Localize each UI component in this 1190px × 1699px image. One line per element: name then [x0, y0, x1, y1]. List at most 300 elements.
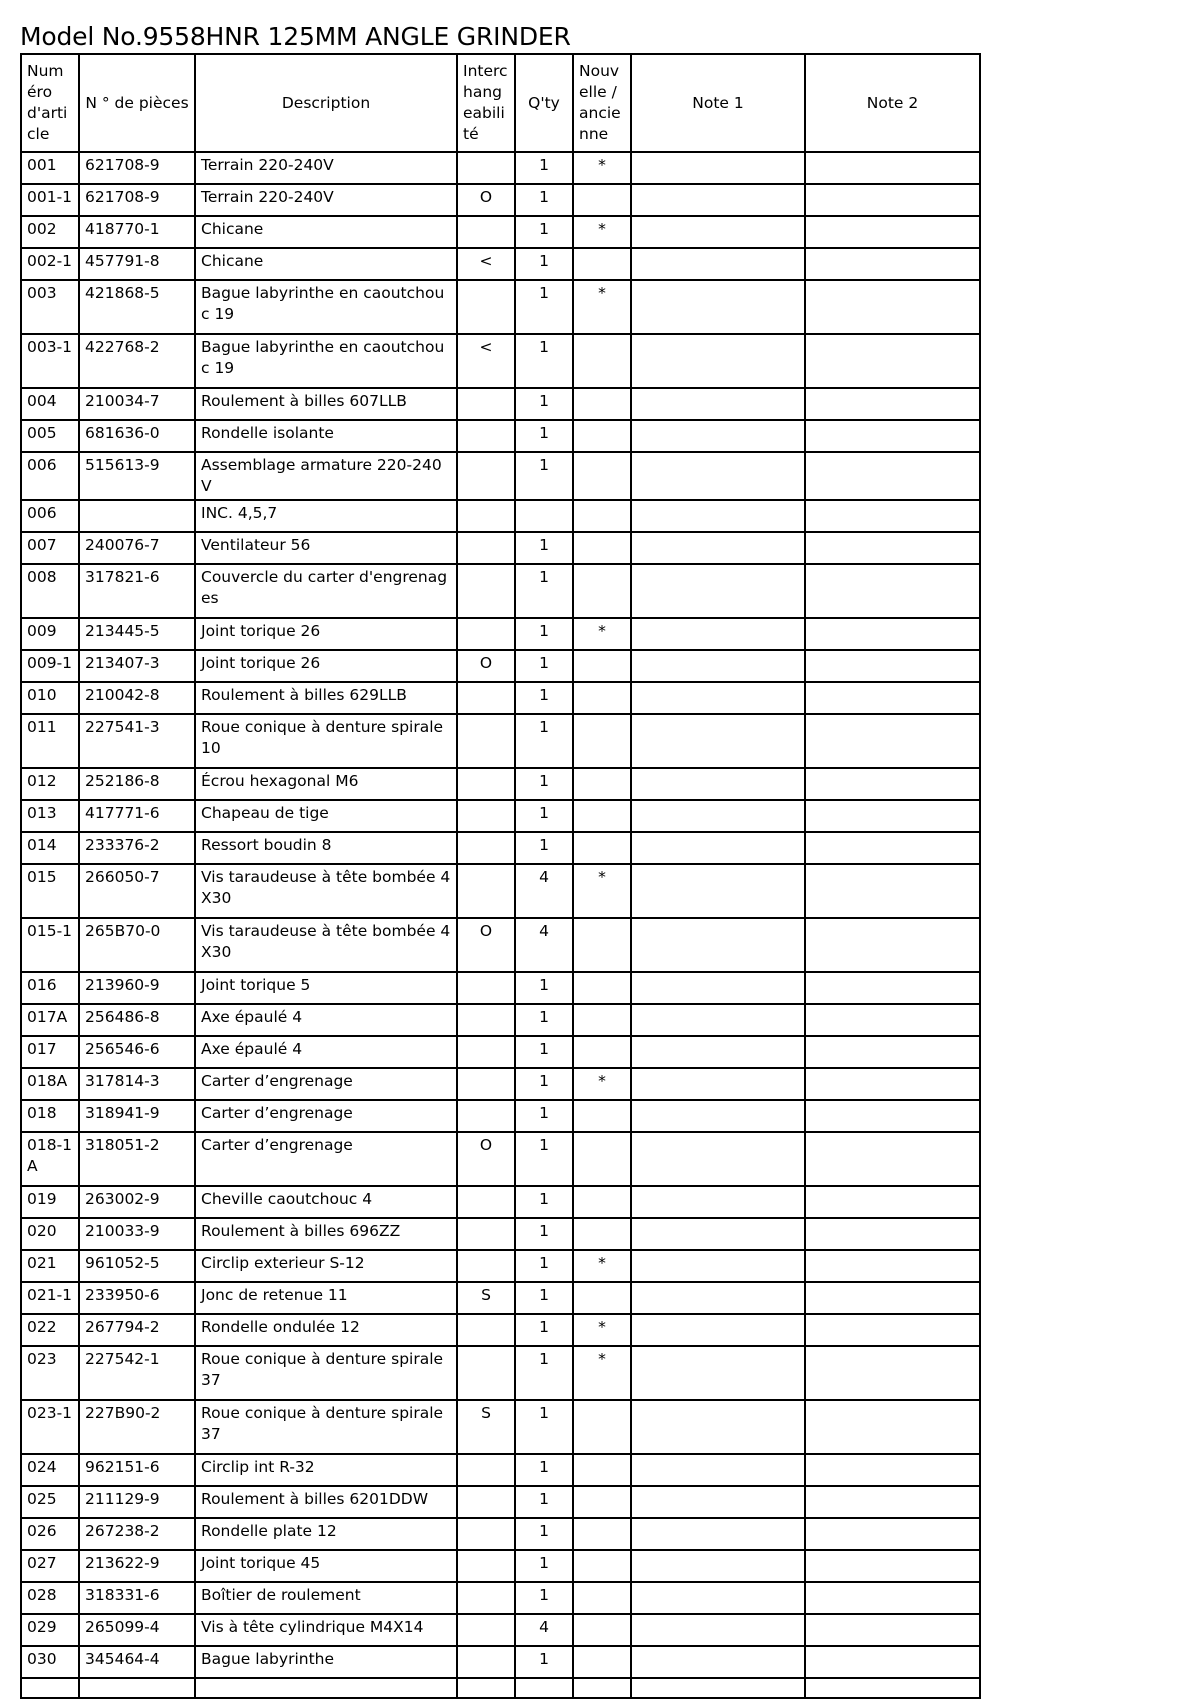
interchangeability-cell	[457, 564, 515, 618]
item-number-cell: 006	[21, 500, 79, 532]
interchangeability-cell	[457, 832, 515, 864]
table-row	[21, 152, 980, 184]
item-number-cell: 029	[21, 1614, 79, 1646]
description-cell: Roulement à billes 607LLB	[195, 388, 457, 420]
item-number-cell: 002-1	[21, 248, 79, 280]
new-old-cell	[573, 334, 631, 388]
item-number-cell: 019	[21, 1186, 79, 1218]
new-old-cell: *	[573, 1068, 631, 1100]
note-1-cell	[631, 1518, 805, 1550]
quantity-cell: 1	[515, 280, 573, 334]
empty-cell	[79, 1678, 195, 1698]
item-number-cell: 022	[21, 1314, 79, 1346]
note-1-cell	[631, 1100, 805, 1132]
new-old-cell	[573, 184, 631, 216]
new-old-cell	[573, 532, 631, 564]
part-number-cell: 256486-8	[79, 1004, 195, 1036]
interchangeability-cell: S	[457, 1282, 515, 1314]
note-1-cell	[631, 452, 805, 500]
new-old-cell	[573, 1400, 631, 1454]
note-1-cell	[631, 1346, 805, 1400]
table-row	[21, 1518, 980, 1550]
description-cell: Roue conique à denture spirale 10	[195, 714, 457, 768]
empty-cell	[805, 1678, 980, 1698]
quantity-cell: 1	[515, 1036, 573, 1068]
note-1-cell	[631, 280, 805, 334]
interchangeability-cell	[457, 1646, 515, 1678]
column-header-interchangeability: Interchangeabilité	[457, 54, 515, 152]
column-header-item-number: Numéro d'article	[21, 54, 79, 152]
part-number-cell: 263002-9	[79, 1186, 195, 1218]
empty-cell	[573, 1678, 631, 1698]
note-1-cell	[631, 184, 805, 216]
interchangeability-cell	[457, 280, 515, 334]
note-2-cell	[805, 216, 980, 248]
note-1-cell	[631, 1646, 805, 1678]
note-1-cell	[631, 334, 805, 388]
note-1-cell	[631, 152, 805, 184]
interchangeability-cell	[457, 768, 515, 800]
part-number-cell: 252186-8	[79, 768, 195, 800]
interchangeability-cell: O	[457, 184, 515, 216]
quantity-cell: 1	[515, 1314, 573, 1346]
quantity-cell: 1	[515, 682, 573, 714]
note-1-cell	[631, 1454, 805, 1486]
note-1-cell	[631, 1400, 805, 1454]
table-row	[21, 714, 980, 768]
note-1-cell	[631, 1486, 805, 1518]
description-cell: Joint torique 26	[195, 650, 457, 682]
description-cell: Chapeau de tige	[195, 800, 457, 832]
quantity-cell: 1	[515, 972, 573, 1004]
part-number-cell: 267238-2	[79, 1518, 195, 1550]
quantity-cell: 1	[515, 532, 573, 564]
note-2-cell	[805, 564, 980, 618]
interchangeability-cell	[457, 1186, 515, 1218]
table-row	[21, 1100, 980, 1132]
part-number-cell: 317814-3	[79, 1068, 195, 1100]
interchangeability-cell	[457, 618, 515, 650]
note-2-cell	[805, 1132, 980, 1186]
table-row	[21, 452, 980, 500]
note-1-cell	[631, 532, 805, 564]
new-old-cell	[573, 1550, 631, 1582]
new-old-cell	[573, 1518, 631, 1550]
description-cell: Terrain 220-240V	[195, 184, 457, 216]
description-cell: Carter d’engrenage	[195, 1100, 457, 1132]
column-header-note-2: Note 2	[805, 54, 980, 152]
part-number-cell: 265099-4	[79, 1614, 195, 1646]
part-number-cell: 210034-7	[79, 388, 195, 420]
quantity-cell: 1	[515, 800, 573, 832]
interchangeability-cell	[457, 152, 515, 184]
new-old-cell	[573, 1614, 631, 1646]
part-number-cell: 210033-9	[79, 1218, 195, 1250]
description-cell: Bague labyrinthe	[195, 1646, 457, 1678]
quantity-cell: 1	[515, 420, 573, 452]
part-number-cell: 227542-1	[79, 1346, 195, 1400]
note-2-cell	[805, 972, 980, 1004]
column-header-new-old: Nouvelle / ancienne	[573, 54, 631, 152]
table-row	[21, 420, 980, 452]
table-row	[21, 1614, 980, 1646]
note-2-cell	[805, 832, 980, 864]
description-cell: Ventilateur 56	[195, 532, 457, 564]
table-row	[21, 832, 980, 864]
item-number-cell: 025	[21, 1486, 79, 1518]
item-number-cell: 017A	[21, 1004, 79, 1036]
quantity-cell: 1	[515, 1004, 573, 1036]
table-row	[21, 864, 980, 918]
quantity-cell: 4	[515, 918, 573, 972]
description-cell: Joint torique 45	[195, 1550, 457, 1582]
new-old-cell	[573, 682, 631, 714]
new-old-cell	[573, 564, 631, 618]
interchangeability-cell	[457, 972, 515, 1004]
description-cell: Roulement à billes 629LLB	[195, 682, 457, 714]
table-row	[21, 768, 980, 800]
new-old-cell	[573, 1132, 631, 1186]
new-old-cell	[573, 1454, 631, 1486]
item-number-cell: 009-1	[21, 650, 79, 682]
new-old-cell	[573, 500, 631, 532]
empty-cell	[195, 1678, 457, 1698]
note-1-cell	[631, 1314, 805, 1346]
note-1-cell	[631, 420, 805, 452]
table-row	[21, 1646, 980, 1678]
quantity-cell: 1	[515, 1582, 573, 1614]
quantity-cell: 1	[515, 618, 573, 650]
part-number-cell: 240076-7	[79, 532, 195, 564]
column-header-part-number: N ° de pièces	[79, 54, 195, 152]
item-number-cell: 011	[21, 714, 79, 768]
quantity-cell: 4	[515, 1614, 573, 1646]
new-old-cell: *	[573, 280, 631, 334]
new-old-cell	[573, 1186, 631, 1218]
description-cell: Roue conique à denture spirale 37	[195, 1346, 457, 1400]
new-old-cell	[573, 420, 631, 452]
note-2-cell	[805, 1550, 980, 1582]
quantity-cell: 1	[515, 1250, 573, 1282]
description-cell: Carter d’engrenage	[195, 1068, 457, 1100]
interchangeability-cell	[457, 800, 515, 832]
note-2-cell	[805, 1100, 980, 1132]
note-2-cell	[805, 152, 980, 184]
item-number-cell: 026	[21, 1518, 79, 1550]
item-number-cell: 024	[21, 1454, 79, 1486]
part-number-cell: 621708-9	[79, 152, 195, 184]
note-2-cell	[805, 184, 980, 216]
interchangeability-cell: <	[457, 334, 515, 388]
item-number-cell: 006	[21, 452, 79, 500]
page-title: Model No.9558HNR 125MM ANGLE GRINDER	[20, 22, 571, 51]
interchangeability-cell	[457, 864, 515, 918]
interchangeability-cell	[457, 1582, 515, 1614]
note-2-cell	[805, 714, 980, 768]
empty-cell	[515, 1678, 573, 1698]
quantity-cell: 1	[515, 714, 573, 768]
interchangeability-cell: <	[457, 248, 515, 280]
part-number-cell: 318331-6	[79, 1582, 195, 1614]
new-old-cell: *	[573, 1346, 631, 1400]
interchangeability-cell	[457, 1614, 515, 1646]
note-2-cell	[805, 1314, 980, 1346]
item-number-cell: 010	[21, 682, 79, 714]
interchangeability-cell	[457, 452, 515, 500]
item-number-cell: 015	[21, 864, 79, 918]
new-old-cell	[573, 1218, 631, 1250]
table-row	[21, 800, 980, 832]
table-row-continuation	[21, 1678, 980, 1698]
note-1-cell	[631, 1550, 805, 1582]
quantity-cell: 1	[515, 334, 573, 388]
part-number-cell: 621708-9	[79, 184, 195, 216]
description-cell: Bague labyrinthe en caoutchouc 19	[195, 334, 457, 388]
description-cell: Rondelle plate 12	[195, 1518, 457, 1550]
description-cell: Rondelle ondulée 12	[195, 1314, 457, 1346]
part-number-cell: 213622-9	[79, 1550, 195, 1582]
note-1-cell	[631, 1282, 805, 1314]
note-2-cell	[805, 1400, 980, 1454]
interchangeability-cell	[457, 420, 515, 452]
quantity-cell: 1	[515, 1550, 573, 1582]
item-number-cell: 021-1	[21, 1282, 79, 1314]
new-old-cell	[573, 1646, 631, 1678]
note-2-cell	[805, 1068, 980, 1100]
new-old-cell	[573, 800, 631, 832]
note-1-cell	[631, 216, 805, 248]
table-row	[21, 216, 980, 248]
quantity-cell: 1	[515, 1132, 573, 1186]
note-2-cell	[805, 1186, 980, 1218]
part-number-cell: 317821-6	[79, 564, 195, 618]
quantity-cell: 1	[515, 152, 573, 184]
note-1-cell	[631, 500, 805, 532]
description-cell: Axe épaulé 4	[195, 1004, 457, 1036]
column-header-note-1: Note 1	[631, 54, 805, 152]
part-number-cell: 213445-5	[79, 618, 195, 650]
new-old-cell	[573, 1100, 631, 1132]
interchangeability-cell	[457, 1346, 515, 1400]
part-number-cell: 266050-7	[79, 864, 195, 918]
new-old-cell	[573, 1004, 631, 1036]
part-number-cell: 227B90-2	[79, 1400, 195, 1454]
interchangeability-cell	[457, 500, 515, 532]
interchangeability-cell	[457, 1454, 515, 1486]
table-row	[21, 388, 980, 420]
item-number-cell: 018	[21, 1100, 79, 1132]
note-2-cell	[805, 768, 980, 800]
note-2-cell	[805, 532, 980, 564]
quantity-cell: 1	[515, 1454, 573, 1486]
description-cell: Vis taraudeuse à tête bombée 4X30	[195, 864, 457, 918]
note-2-cell	[805, 420, 980, 452]
column-header-quantity: Q'ty	[515, 54, 573, 152]
description-cell: Circlip int R-32	[195, 1454, 457, 1486]
table-row	[21, 618, 980, 650]
quantity-cell: 1	[515, 1068, 573, 1100]
item-number-cell: 023-1	[21, 1400, 79, 1454]
note-1-cell	[631, 1186, 805, 1218]
description-cell: Chicane	[195, 248, 457, 280]
description-cell: Vis à tête cylindrique M4X14	[195, 1614, 457, 1646]
new-old-cell: *	[573, 1250, 631, 1282]
description-cell: Chicane	[195, 216, 457, 248]
table-row	[21, 1186, 980, 1218]
table-row	[21, 1004, 980, 1036]
new-old-cell: *	[573, 1314, 631, 1346]
description-cell: Vis taraudeuse à tête bombée 4X30	[195, 918, 457, 972]
description-cell: INC. 4,5,7	[195, 500, 457, 532]
table-row	[21, 1036, 980, 1068]
table-row	[21, 1454, 980, 1486]
note-2-cell	[805, 280, 980, 334]
table-row	[21, 280, 980, 334]
quantity-cell: 1	[515, 1400, 573, 1454]
item-number-cell: 020	[21, 1218, 79, 1250]
interchangeability-cell	[457, 1004, 515, 1036]
part-number-cell: 227541-3	[79, 714, 195, 768]
table-row	[21, 564, 980, 618]
table-row	[21, 1400, 980, 1454]
new-old-cell	[573, 768, 631, 800]
table-row	[21, 1250, 980, 1282]
empty-cell	[21, 1678, 79, 1698]
note-1-cell	[631, 1614, 805, 1646]
note-1-cell	[631, 832, 805, 864]
note-1-cell	[631, 1036, 805, 1068]
interchangeability-cell: O	[457, 1132, 515, 1186]
new-old-cell	[573, 918, 631, 972]
new-old-cell	[573, 832, 631, 864]
item-number-cell: 005	[21, 420, 79, 452]
new-old-cell	[573, 452, 631, 500]
quantity-cell: 1	[515, 1218, 573, 1250]
note-2-cell	[805, 1614, 980, 1646]
note-2-cell	[805, 1582, 980, 1614]
part-number-cell: 417771-6	[79, 800, 195, 832]
description-cell: Roulement à billes 696ZZ	[195, 1218, 457, 1250]
description-cell: Jonc de retenue 11	[195, 1282, 457, 1314]
note-1-cell	[631, 714, 805, 768]
interchangeability-cell	[457, 532, 515, 564]
description-cell: Roulement à billes 6201DDW	[195, 1486, 457, 1518]
new-old-cell	[573, 650, 631, 682]
quantity-cell: 1	[515, 564, 573, 618]
item-number-cell: 016	[21, 972, 79, 1004]
quantity-cell: 1	[515, 216, 573, 248]
description-cell: Couvercle du carter d'engrenages	[195, 564, 457, 618]
item-number-cell: 003-1	[21, 334, 79, 388]
note-1-cell	[631, 1132, 805, 1186]
interchangeability-cell	[457, 1550, 515, 1582]
note-1-cell	[631, 564, 805, 618]
interchangeability-cell: O	[457, 650, 515, 682]
part-number-cell: 213407-3	[79, 650, 195, 682]
description-cell: Bague labyrinthe en caoutchouc 19	[195, 280, 457, 334]
note-1-cell	[631, 768, 805, 800]
table-row	[21, 184, 980, 216]
part-number-cell: 233950-6	[79, 1282, 195, 1314]
interchangeability-cell	[457, 388, 515, 420]
part-number-cell: 233376-2	[79, 832, 195, 864]
new-old-cell: *	[573, 618, 631, 650]
note-2-cell	[805, 650, 980, 682]
item-number-cell: 009	[21, 618, 79, 650]
part-number-cell: 422768-2	[79, 334, 195, 388]
note-2-cell	[805, 864, 980, 918]
table-row	[21, 248, 980, 280]
new-old-cell	[573, 972, 631, 1004]
interchangeability-cell: O	[457, 918, 515, 972]
table-row	[21, 918, 980, 972]
parts-table-body	[21, 152, 980, 1698]
new-old-cell	[573, 1282, 631, 1314]
note-1-cell	[631, 248, 805, 280]
table-row	[21, 1068, 980, 1100]
note-1-cell	[631, 618, 805, 650]
note-2-cell	[805, 1282, 980, 1314]
table-row	[21, 1486, 980, 1518]
quantity-cell: 1	[515, 184, 573, 216]
new-old-cell	[573, 714, 631, 768]
new-old-cell	[573, 248, 631, 280]
table-row	[21, 650, 980, 682]
table-row	[21, 682, 980, 714]
item-number-cell: 012	[21, 768, 79, 800]
description-cell: Joint torique 5	[195, 972, 457, 1004]
interchangeability-cell	[457, 1250, 515, 1282]
note-2-cell	[805, 452, 980, 500]
note-1-cell	[631, 1218, 805, 1250]
item-number-cell: 007	[21, 532, 79, 564]
table-row	[21, 1132, 980, 1186]
interchangeability-cell	[457, 1068, 515, 1100]
quantity-cell: 1	[515, 248, 573, 280]
note-2-cell	[805, 1004, 980, 1036]
item-number-cell: 028	[21, 1582, 79, 1614]
part-number-cell: 962151-6	[79, 1454, 195, 1486]
note-2-cell	[805, 1218, 980, 1250]
item-number-cell: 021	[21, 1250, 79, 1282]
note-1-cell	[631, 682, 805, 714]
note-2-cell	[805, 1346, 980, 1400]
part-number-cell: 421868-5	[79, 280, 195, 334]
table-header-row	[21, 54, 980, 152]
interchangeability-cell	[457, 1314, 515, 1346]
note-2-cell	[805, 500, 980, 532]
part-number-cell: 318941-9	[79, 1100, 195, 1132]
empty-cell	[631, 1678, 805, 1698]
part-number-cell: 265B70-0	[79, 918, 195, 972]
quantity-cell	[515, 500, 573, 532]
item-number-cell: 014	[21, 832, 79, 864]
note-2-cell	[805, 1646, 980, 1678]
new-old-cell	[573, 1582, 631, 1614]
table-row	[21, 500, 980, 532]
part-number-cell: 457791-8	[79, 248, 195, 280]
note-2-cell	[805, 334, 980, 388]
note-1-cell	[631, 800, 805, 832]
quantity-cell: 1	[515, 1100, 573, 1132]
note-2-cell	[805, 1486, 980, 1518]
table-row	[21, 1582, 980, 1614]
note-1-cell	[631, 918, 805, 972]
item-number-cell: 013	[21, 800, 79, 832]
part-number-cell: 345464-4	[79, 1646, 195, 1678]
quantity-cell: 1	[515, 388, 573, 420]
part-number-cell: 256546-6	[79, 1036, 195, 1068]
